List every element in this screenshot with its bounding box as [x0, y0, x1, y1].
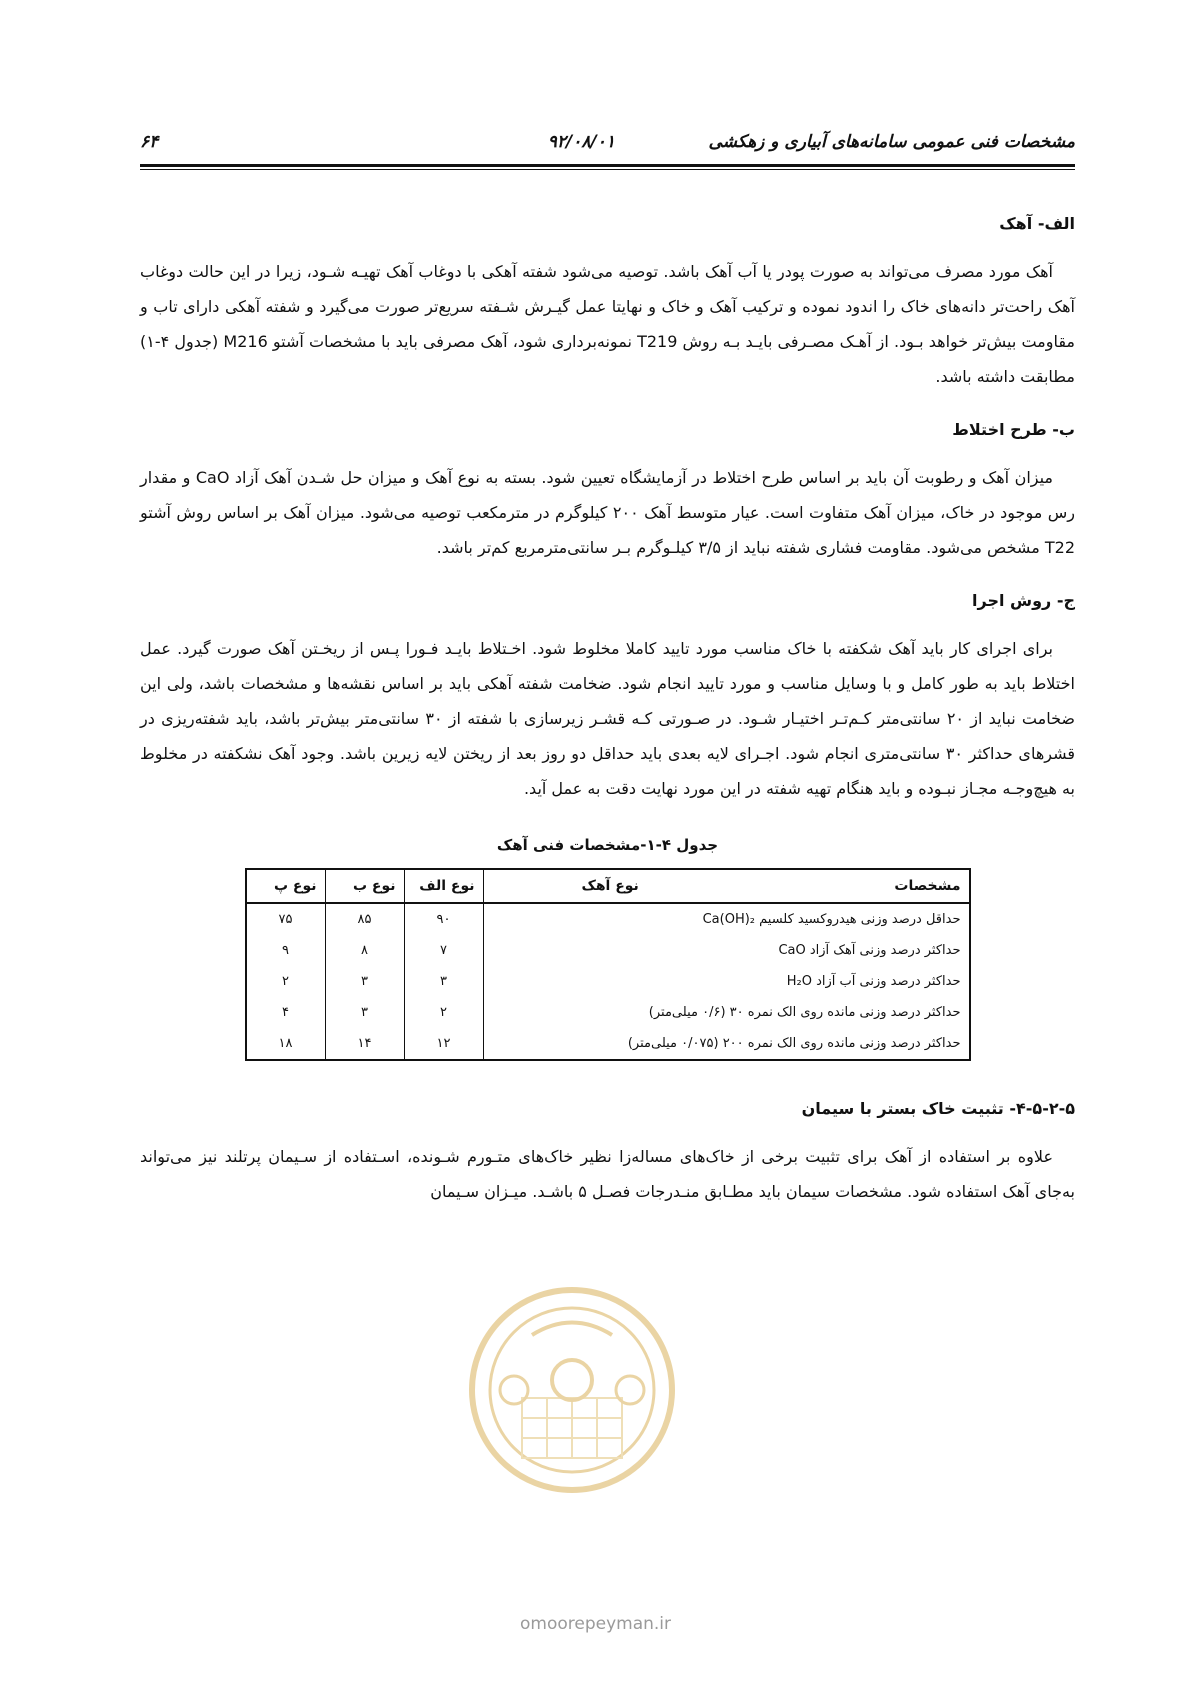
table-cell-type-c: ۴ [246, 997, 326, 1028]
section-paragraph-cement: علاوه بر استفاده از آهک برای تثبیت برخی از خاک‌های مساله‌زا نظیر خاک‌های متـورم شـونده، اسـتفاده از سـیمان پرتلند نیز می‌تواند به‌جای آهک استفاده شود. مشخصات سیمان باید مطـابق منـدرجات فصـل ۵ باشـد. میـزان سـیمان [140, 1147, 1075, 1201]
column-header-lime-type: نوع آهک [581, 878, 639, 894]
table-row [246, 1028, 970, 1060]
column-header-spec-label: مشخصات [894, 878, 961, 894]
section-heading-cement: ۴-۵-۲-۵- تثبیت خاک بستر با سیمان [801, 1099, 1075, 1118]
table-cell-spec: حداکثر درصد وزنی مانده روی الک نمره ۲۰۰ (۰/۰۷۵ میلی‌متر) [483, 1028, 970, 1060]
table-cell-type-a: ۹۰ [404, 903, 483, 935]
column-header-type-a: نوع الف [404, 869, 483, 903]
table-cell-spec: حداکثر درصد وزنی آب آزاد H₂O [483, 966, 970, 997]
table-cell-type-b: ۳ [325, 997, 404, 1028]
watermark-seal-icon [462, 1280, 682, 1500]
section-paragraph-execution: برای اجرای کار باید آهک شکفته با خاک مناسب مورد تایید کاملا مخلوط شود. اخـتلاط بایـد فـورا پـس از ریخـتن آهک صورت گیرد. عمل اختلاط باید به طور کامل و با وسایل مناسب و مورد تایید انجام شود. ضخامت شفته آهکی باید بر اساس نقشه‌ها و مشخصات باشد، ولی این ضخامت نباید از ۲۰ سانتی‌متر کـم‌تـر اختیـار شـود. در صـورتی کـه قشـر زیرسازی با شفته از ۳۰ سانتی‌متر بیش‌تر باشد، باید شفته‌ریزی در قشرهای حداکثر ۳۰ سانتی‌متری انجام شود. اجـرای لایه بعدی باید حداقل دو روز بعد از ریختن لایه زیرین باشد. وجود آهک نشکفته در مخلوط به هیچ‌وجـه مجـاز نبـوده و باید هنگام تهیه شفته در این مورد نهایت دقت به عمل آید. [140, 639, 1076, 798]
header-rule-thin [140, 169, 1075, 170]
table-caption: جدول ۴-۱-مشخصات فنی آهک [496, 836, 719, 854]
table-header-row [246, 869, 970, 903]
section-heading-lime: الف- آهک [999, 214, 1075, 233]
table-cell-type-a: ۲ [404, 997, 483, 1028]
section-heading-execution: ج- روش اجرا [972, 591, 1075, 610]
table-cell-type-b: ۸۵ [325, 903, 404, 935]
table-cell-type-c: ۱۸ [246, 1028, 326, 1060]
table-cell-type-b: ۱۴ [325, 1028, 404, 1060]
section-paragraph-lime: آهک مورد مصرف می‌تواند به صورت پودر یا آب آهک باشد. توصیه می‌شود شفته آهکی با دوغاب آهک تهیـه شـود، زیرا در این حالت دوغاب آهک راحت‌تر دانه‌های خاک را اندود نموده و ترکیب آهک و خاک و نهایتا عمل گیـرش شـفته سریع‌تر صورت می‌گیرد و شفته آهکی دارای تاب و مقاومت بیش‌تر خواهد بـود. از آهـک مصـرفی بایـد بـه روش T219 نمونه‌برداری شود، آهک مصرفی باید با مشخصات آشتو M216 (جدول ۴-۱) مطابقت داشته باشد. [140, 262, 1076, 386]
table-cell-spec: حداکثر درصد وزنی مانده روی الک نمره ۳۰ (۰/۶ میلی‌متر) [483, 997, 970, 1028]
table-cell-type-c: ۹ [246, 935, 326, 966]
table-cell-type-a: ۱۲ [404, 1028, 483, 1060]
table-cell-spec: حداکثر درصد وزنی آهک آزاد CaO [483, 935, 970, 966]
table-cell-type-b: ۳ [325, 966, 404, 997]
column-header-spec [483, 869, 970, 903]
table-row [246, 966, 970, 997]
table-cell-type-a: ۳ [404, 966, 483, 997]
table-cell-type-b: ۸ [325, 935, 404, 966]
section-heading-mix-design: ب- طرح اختلاط [952, 420, 1075, 439]
table-cell-spec: حداقل درصد وزنی هیدروکسید کلسیم Ca(OH)₂ [483, 903, 970, 935]
table-row [246, 997, 970, 1028]
header-rule [140, 164, 1075, 167]
page-content [140, 212, 1075, 1233]
section-paragraph-mix-design: میزان آهک و رطوبت آن باید بر اساس طرح اختلاط در آزمایشگاه تعیین شود. بسته به نوع آهک و میزان حل شـدن آهک آزاد CaO و مقدار رس موجود در خاک، میزان آهک متفاوت است. عیار متوسط آهک ۲۰۰ کیلوگرم در مترمکعب توصیه می‌شود. میزان آهک بر اساس روش آشتو T22 مشخص می‌شود. مقاومت فشاری شفته نباید از ۳/۵ کیلـوگرم بـر سانتی‌مترمربع کم‌تر باشد. [140, 468, 1075, 557]
watermark-url: omoorepeyman.ir [519, 1614, 672, 1634]
table-row [246, 935, 970, 966]
table-row [246, 903, 970, 935]
column-header-type-b: نوع ب [325, 869, 404, 903]
page-number: ۶۴ [140, 132, 159, 152]
header-title: مشخصات فنی عمومی سامانه‌های آبیاری و زهکشی [708, 132, 1075, 152]
table-cell-type-c: ۲ [246, 966, 326, 997]
lime-spec-table [245, 868, 971, 1061]
column-header-type-c: نوع پ [246, 869, 326, 903]
table-cell-type-a: ۷ [404, 935, 483, 966]
header-date: ۹۲/۰۸/۰۱ [547, 132, 615, 152]
table-cell-type-c: ۷۵ [246, 903, 326, 935]
page-header [140, 128, 1075, 162]
